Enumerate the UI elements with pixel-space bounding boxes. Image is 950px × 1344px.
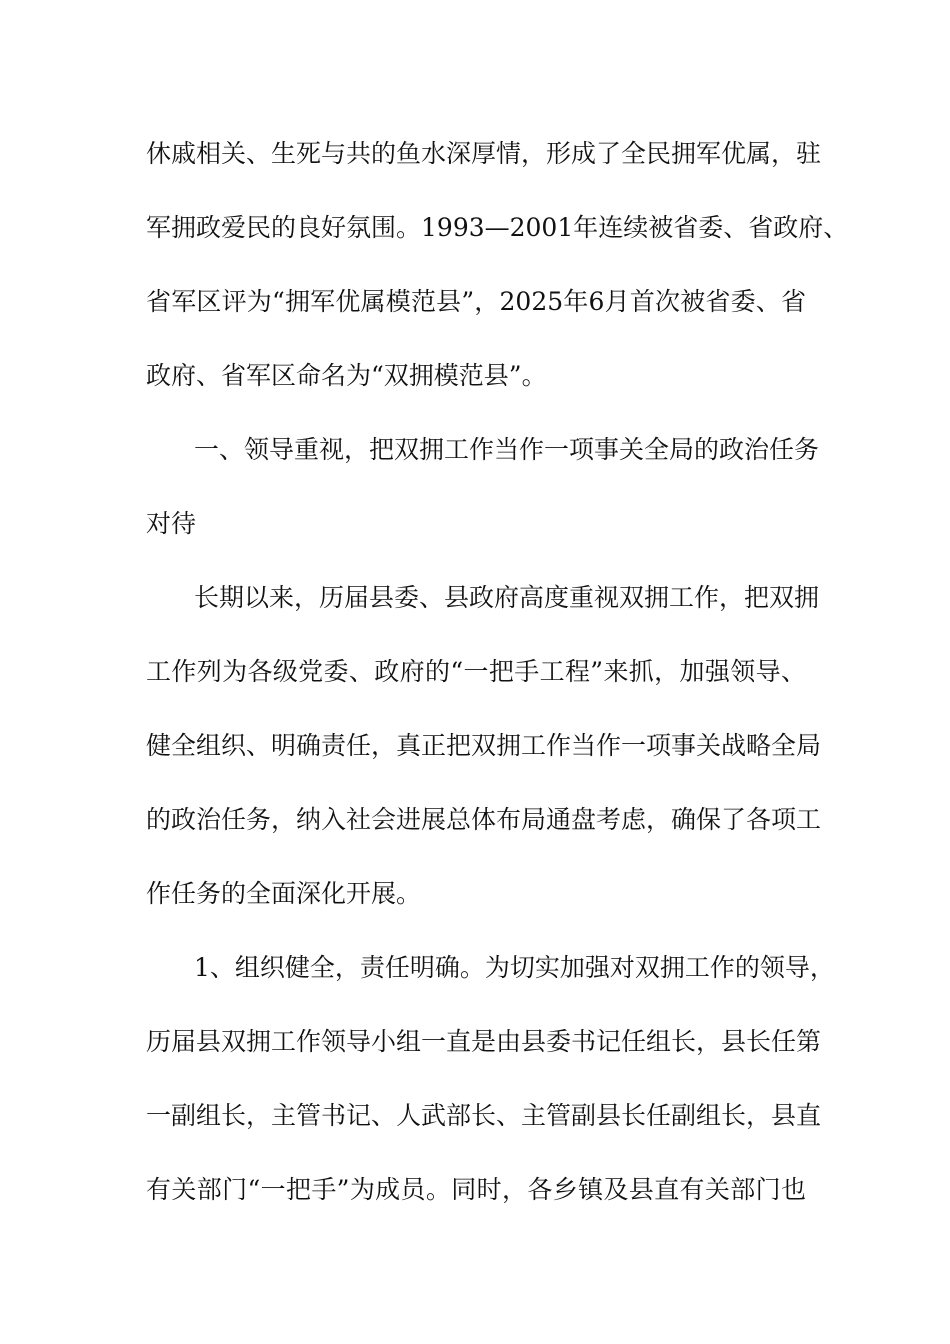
text-line: 政府、省军区命名为“双拥模范县”。 bbox=[146, 361, 547, 390]
text-line: 的政治任务，纳入社会进展总体布局通盘考虑，确保了各项工 bbox=[146, 805, 822, 834]
text-line: 省军区评为“拥军优属模范县”，2025年6月首次被省委、省 bbox=[146, 287, 806, 316]
text-line: 休戚相关、生死与共的鱼水深厚情，形成了全民拥军优属，驻 bbox=[146, 139, 822, 168]
text-line: 历届县双拥工作领导小组一直是由县委书记任组长，县长任第 bbox=[146, 1027, 822, 1056]
text-line: 有关部门“一把手”为成员。同时，各乡镇及县直有关部门也 bbox=[146, 1175, 806, 1204]
text-line: 军拥政爱民的良好氛围。1993—2001年连续被省委、省政府、 bbox=[146, 213, 849, 242]
text-line: 作任务的全面深化开展。 bbox=[146, 879, 422, 908]
text-line: 工作列为各级党委、政府的“一把手工程”来抓，加强领导、 bbox=[146, 657, 806, 686]
text-line: 一副组长，主管书记、人武部长、主管副县长任副组长，县直 bbox=[146, 1101, 822, 1130]
text-line: 1、组织健全，责任明确。为切实加强对双拥工作的领导， bbox=[194, 953, 835, 982]
text-line: 健全组织、明确责任，真正把双拥工作当作一项事关战略全局 bbox=[146, 731, 822, 760]
section-heading-line: 一、领导重视，把双拥工作当作一项事关全局的政治任务 bbox=[194, 435, 820, 464]
text-line: 长期以来，历届县委、县政府高度重视双拥工作，把双拥 bbox=[194, 583, 820, 612]
section-heading-line: 对待 bbox=[146, 509, 197, 538]
